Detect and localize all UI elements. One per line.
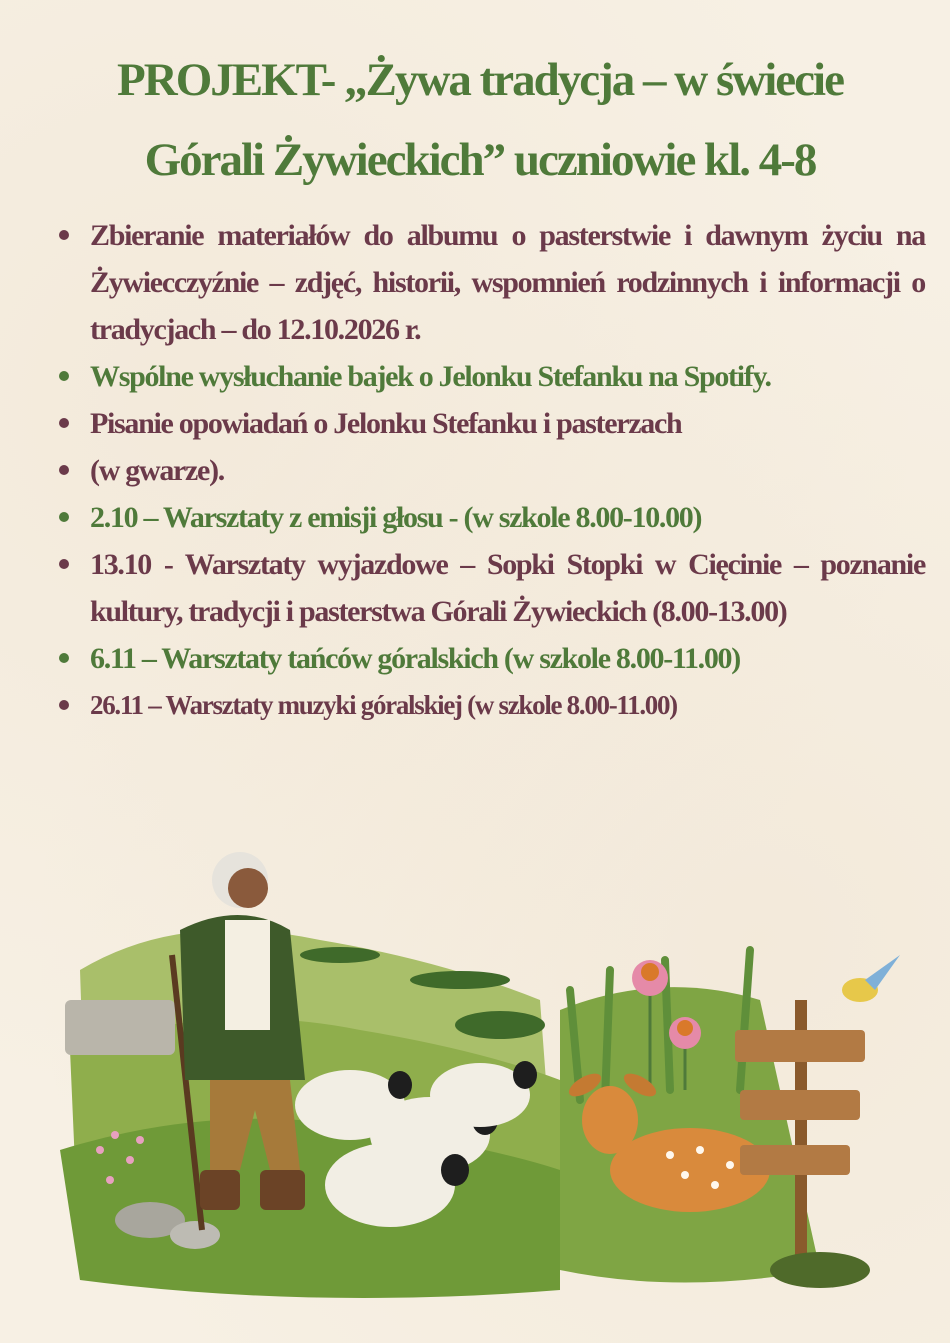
list-item <box>55 635 925 682</box>
sheep-head <box>388 1071 412 1099</box>
title-line-2: Górali Żywieckich” uczniowie kl. 4-8 <box>144 134 816 186</box>
sign-board <box>735 1030 865 1062</box>
sheep <box>325 1143 455 1227</box>
sheep-head <box>441 1154 469 1186</box>
bullet-icon <box>59 700 69 710</box>
sign-board <box>740 1145 850 1175</box>
list-item <box>55 400 925 447</box>
tree-line <box>410 971 510 989</box>
list-item-text: (w gwarze). <box>90 454 224 487</box>
bullet-icon <box>59 653 69 663</box>
shepherd-sweater <box>225 920 270 1030</box>
tree-line <box>300 947 380 963</box>
list-item <box>55 541 925 635</box>
rock <box>170 1221 220 1249</box>
bush <box>770 1252 870 1288</box>
title-line-1: PROJEKT- „Żywa tradycja – w świecie <box>117 54 843 106</box>
list-item-text: 13.10 - Warsztaty wyjazdowe – Sopki Stopki w Cięcinie – poznanie kultury, tradycji i pasterstwa Górali Żywieckich (8.00-13.00) <box>90 548 925 628</box>
bullet-icon <box>59 512 69 522</box>
list-item <box>55 682 925 729</box>
shepherd-illustration <box>60 850 920 1310</box>
bullet-icon <box>59 371 69 381</box>
list-item-text: 2.10 – Warsztaty z emisji głosu - (w szkole 8.00-10.00) <box>90 501 702 534</box>
activity-list <box>55 212 925 729</box>
sign-board <box>740 1090 860 1120</box>
list-item <box>55 447 925 494</box>
list-item <box>55 353 925 400</box>
list-item-text: Zbieranie materiałów do albumu o pasterstwie i dawnym życiu na Żywiecczyźnie – zdjęć, historii, wspomnień rodzinnych i informacji o tradycjach – do 12.10.2026 r. <box>90 219 925 346</box>
bullet-icon <box>59 418 69 428</box>
bird <box>842 955 900 1002</box>
fawn-head <box>582 1086 638 1154</box>
list-item-text: Pisanie opowiadań o Jelonku Stefanku i pasterzach <box>90 407 682 440</box>
list-item-text: 6.11 – Warsztaty tańców góralskich (w szkole 8.00-11.00) <box>90 642 740 675</box>
tree-line <box>455 1011 545 1039</box>
list-item <box>55 494 925 541</box>
list-item-text: Wspólne wysłuchanie bajek o Jelonku Stefanku na Spotify. <box>90 360 771 393</box>
bullet-icon <box>59 230 69 240</box>
sheep-head <box>513 1061 537 1089</box>
list-item <box>55 212 925 353</box>
bullet-icon <box>59 465 69 475</box>
bird-wing <box>865 955 900 990</box>
shepherd-face <box>228 868 268 908</box>
shepherd-boot <box>260 1170 305 1210</box>
shepherd-boot <box>200 1170 240 1210</box>
stone-wall <box>65 1000 175 1055</box>
bullet-icon <box>59 559 69 569</box>
list-item-text: 26.11 – Warsztaty muzyki góralskiej (w szkole 8.00-11.00) <box>90 690 677 720</box>
poster-title <box>40 40 920 200</box>
